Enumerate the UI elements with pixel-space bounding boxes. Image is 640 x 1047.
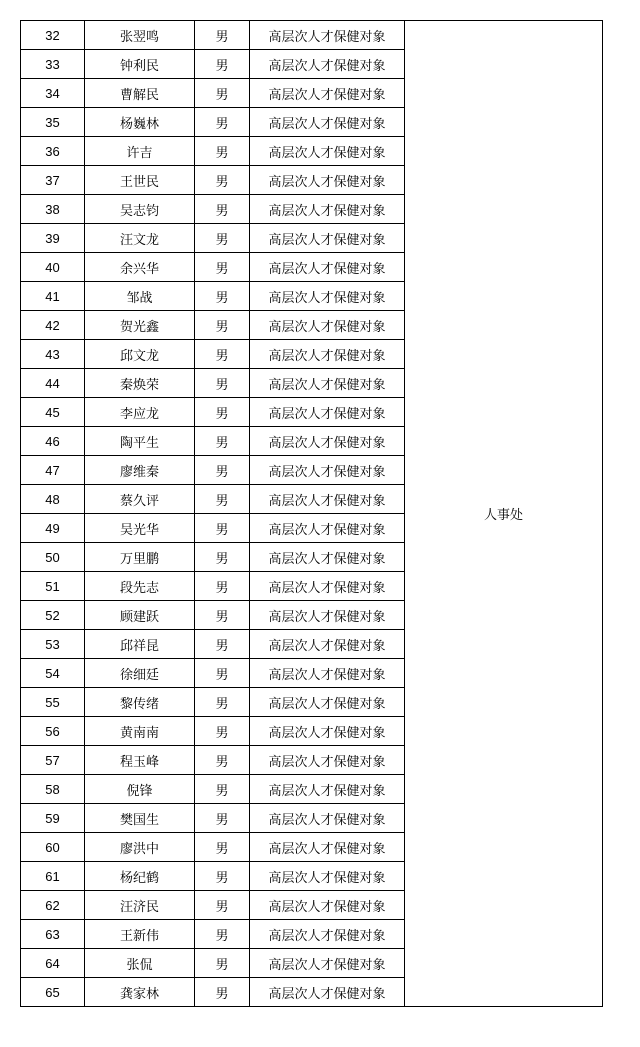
row-number-cell: 64 bbox=[21, 949, 85, 978]
name-cell: 程玉峰 bbox=[85, 746, 195, 775]
document-page bbox=[20, 20, 603, 1007]
name-cell: 万里鹏 bbox=[85, 543, 195, 572]
name-cell: 邹战 bbox=[85, 282, 195, 311]
gender-cell: 男 bbox=[195, 485, 250, 514]
row-number-cell: 62 bbox=[21, 891, 85, 920]
category-cell: 高层次人才保健对象 bbox=[250, 166, 405, 195]
name-cell: 张翌鸣 bbox=[85, 21, 195, 50]
gender-cell: 男 bbox=[195, 659, 250, 688]
gender-cell: 男 bbox=[195, 456, 250, 485]
category-cell: 高层次人才保健对象 bbox=[250, 891, 405, 920]
category-cell: 高层次人才保健对象 bbox=[250, 543, 405, 572]
gender-cell: 男 bbox=[195, 572, 250, 601]
gender-cell: 男 bbox=[195, 369, 250, 398]
category-cell: 高层次人才保健对象 bbox=[250, 659, 405, 688]
name-cell: 汪文龙 bbox=[85, 224, 195, 253]
category-cell: 高层次人才保健对象 bbox=[250, 21, 405, 50]
gender-cell: 男 bbox=[195, 978, 250, 1007]
row-number-cell: 34 bbox=[21, 79, 85, 108]
row-number-cell: 59 bbox=[21, 804, 85, 833]
gender-cell: 男 bbox=[195, 340, 250, 369]
gender-cell: 男 bbox=[195, 253, 250, 282]
row-number-cell: 65 bbox=[21, 978, 85, 1007]
name-cell: 秦焕荣 bbox=[85, 369, 195, 398]
gender-cell: 男 bbox=[195, 195, 250, 224]
row-number-cell: 51 bbox=[21, 572, 85, 601]
row-number-cell: 63 bbox=[21, 920, 85, 949]
row-number-cell: 44 bbox=[21, 369, 85, 398]
gender-cell: 男 bbox=[195, 427, 250, 456]
name-cell: 段先志 bbox=[85, 572, 195, 601]
gender-cell: 男 bbox=[195, 137, 250, 166]
category-cell: 高层次人才保健对象 bbox=[250, 920, 405, 949]
category-cell: 高层次人才保健对象 bbox=[250, 572, 405, 601]
category-cell: 高层次人才保健对象 bbox=[250, 601, 405, 630]
category-cell: 高层次人才保健对象 bbox=[250, 746, 405, 775]
row-number-cell: 36 bbox=[21, 137, 85, 166]
name-cell: 蔡久评 bbox=[85, 485, 195, 514]
row-number-cell: 40 bbox=[21, 253, 85, 282]
row-number-cell: 45 bbox=[21, 398, 85, 427]
row-number-cell: 58 bbox=[21, 775, 85, 804]
gender-cell: 男 bbox=[195, 543, 250, 572]
row-number-cell: 38 bbox=[21, 195, 85, 224]
category-cell: 高层次人才保健对象 bbox=[250, 79, 405, 108]
gender-cell: 男 bbox=[195, 108, 250, 137]
name-cell: 邱祥昆 bbox=[85, 630, 195, 659]
row-number-cell: 53 bbox=[21, 630, 85, 659]
row-number-cell: 50 bbox=[21, 543, 85, 572]
name-cell: 王新伟 bbox=[85, 920, 195, 949]
category-cell: 高层次人才保健对象 bbox=[250, 108, 405, 137]
row-number-cell: 56 bbox=[21, 717, 85, 746]
category-cell: 高层次人才保健对象 bbox=[250, 717, 405, 746]
gender-cell: 男 bbox=[195, 282, 250, 311]
name-cell: 余兴华 bbox=[85, 253, 195, 282]
name-cell: 廖洪中 bbox=[85, 833, 195, 862]
row-number-cell: 60 bbox=[21, 833, 85, 862]
gender-cell: 男 bbox=[195, 746, 250, 775]
gender-cell: 男 bbox=[195, 833, 250, 862]
name-cell: 许吉 bbox=[85, 137, 195, 166]
category-cell: 高层次人才保健对象 bbox=[250, 949, 405, 978]
category-cell: 高层次人才保健对象 bbox=[250, 427, 405, 456]
row-number-cell: 42 bbox=[21, 311, 85, 340]
category-cell: 高层次人才保健对象 bbox=[250, 369, 405, 398]
category-cell: 高层次人才保健对象 bbox=[250, 253, 405, 282]
row-number-cell: 39 bbox=[21, 224, 85, 253]
table-row bbox=[21, 21, 603, 50]
name-cell: 樊国生 bbox=[85, 804, 195, 833]
category-cell: 高层次人才保健对象 bbox=[250, 514, 405, 543]
category-cell: 高层次人才保健对象 bbox=[250, 804, 405, 833]
gender-cell: 男 bbox=[195, 50, 250, 79]
gender-cell: 男 bbox=[195, 224, 250, 253]
gender-cell: 男 bbox=[195, 920, 250, 949]
gender-cell: 男 bbox=[195, 601, 250, 630]
category-cell: 高层次人才保健对象 bbox=[250, 340, 405, 369]
roster-table bbox=[20, 20, 603, 1007]
category-cell: 高层次人才保健对象 bbox=[250, 978, 405, 1007]
name-cell: 杨巍林 bbox=[85, 108, 195, 137]
name-cell: 黄南南 bbox=[85, 717, 195, 746]
gender-cell: 男 bbox=[195, 166, 250, 195]
row-number-cell: 55 bbox=[21, 688, 85, 717]
name-cell: 徐细廷 bbox=[85, 659, 195, 688]
category-cell: 高层次人才保健对象 bbox=[250, 195, 405, 224]
category-cell: 高层次人才保健对象 bbox=[250, 456, 405, 485]
gender-cell: 男 bbox=[195, 630, 250, 659]
category-cell: 高层次人才保健对象 bbox=[250, 688, 405, 717]
name-cell: 廖维秦 bbox=[85, 456, 195, 485]
row-number-cell: 48 bbox=[21, 485, 85, 514]
gender-cell: 男 bbox=[195, 775, 250, 804]
category-cell: 高层次人才保健对象 bbox=[250, 862, 405, 891]
name-cell: 杨纪鹤 bbox=[85, 862, 195, 891]
gender-cell: 男 bbox=[195, 862, 250, 891]
row-number-cell: 57 bbox=[21, 746, 85, 775]
name-cell: 吴光华 bbox=[85, 514, 195, 543]
category-cell: 高层次人才保健对象 bbox=[250, 50, 405, 79]
category-cell: 高层次人才保健对象 bbox=[250, 137, 405, 166]
name-cell: 邱文龙 bbox=[85, 340, 195, 369]
row-number-cell: 47 bbox=[21, 456, 85, 485]
row-number-cell: 43 bbox=[21, 340, 85, 369]
department-cell: 人事处 bbox=[405, 21, 603, 1007]
row-number-cell: 35 bbox=[21, 108, 85, 137]
gender-cell: 男 bbox=[195, 311, 250, 340]
gender-cell: 男 bbox=[195, 804, 250, 833]
name-cell: 钟利民 bbox=[85, 50, 195, 79]
name-cell: 陶平生 bbox=[85, 427, 195, 456]
name-cell: 李应龙 bbox=[85, 398, 195, 427]
gender-cell: 男 bbox=[195, 891, 250, 920]
gender-cell: 男 bbox=[195, 717, 250, 746]
row-number-cell: 49 bbox=[21, 514, 85, 543]
name-cell: 贺光鑫 bbox=[85, 311, 195, 340]
row-number-cell: 52 bbox=[21, 601, 85, 630]
category-cell: 高层次人才保健对象 bbox=[250, 775, 405, 804]
row-number-cell: 54 bbox=[21, 659, 85, 688]
category-cell: 高层次人才保健对象 bbox=[250, 398, 405, 427]
category-cell: 高层次人才保健对象 bbox=[250, 224, 405, 253]
gender-cell: 男 bbox=[195, 398, 250, 427]
category-cell: 高层次人才保健对象 bbox=[250, 311, 405, 340]
name-cell: 吴志钧 bbox=[85, 195, 195, 224]
name-cell: 汪济民 bbox=[85, 891, 195, 920]
roster-table-body bbox=[21, 21, 603, 1007]
gender-cell: 男 bbox=[195, 688, 250, 717]
gender-cell: 男 bbox=[195, 79, 250, 108]
name-cell: 黎传绪 bbox=[85, 688, 195, 717]
category-cell: 高层次人才保健对象 bbox=[250, 833, 405, 862]
row-number-cell: 37 bbox=[21, 166, 85, 195]
row-number-cell: 33 bbox=[21, 50, 85, 79]
row-number-cell: 46 bbox=[21, 427, 85, 456]
category-cell: 高层次人才保健对象 bbox=[250, 485, 405, 514]
category-cell: 高层次人才保健对象 bbox=[250, 630, 405, 659]
name-cell: 曹解民 bbox=[85, 79, 195, 108]
row-number-cell: 32 bbox=[21, 21, 85, 50]
name-cell: 龚家林 bbox=[85, 978, 195, 1007]
category-cell: 高层次人才保健对象 bbox=[250, 282, 405, 311]
gender-cell: 男 bbox=[195, 514, 250, 543]
row-number-cell: 61 bbox=[21, 862, 85, 891]
name-cell: 顾建跃 bbox=[85, 601, 195, 630]
name-cell: 张侃 bbox=[85, 949, 195, 978]
row-number-cell: 41 bbox=[21, 282, 85, 311]
gender-cell: 男 bbox=[195, 949, 250, 978]
name-cell: 王世民 bbox=[85, 166, 195, 195]
name-cell: 倪锋 bbox=[85, 775, 195, 804]
gender-cell: 男 bbox=[195, 21, 250, 50]
